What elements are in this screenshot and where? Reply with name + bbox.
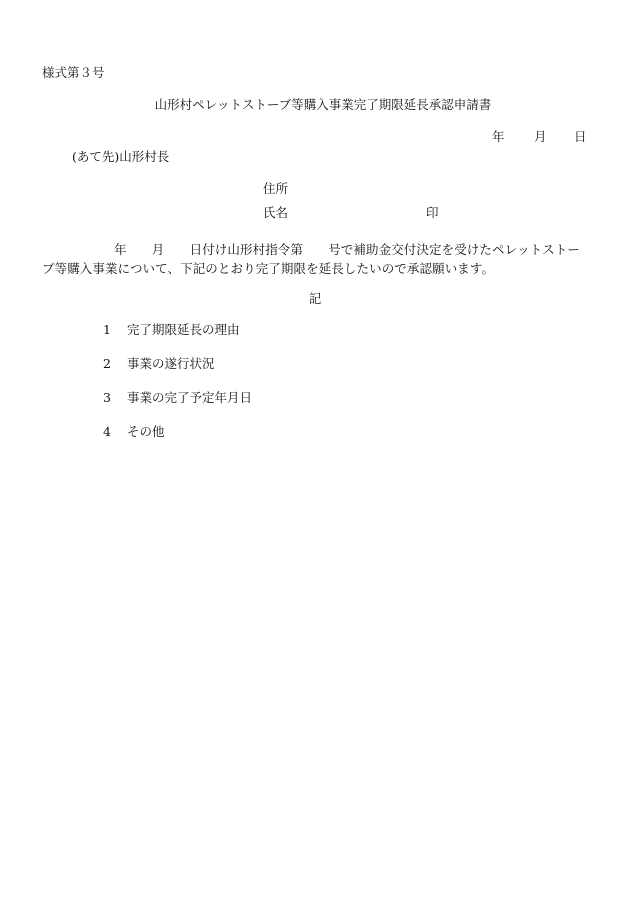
date-year: 年 [492, 129, 505, 144]
date-day: 日 [574, 129, 587, 144]
list-item [103, 321, 240, 339]
body-paragraph: 年 月 日付け山形村指令第 号で補助金交付決定を受けたペレットストーブ等購入事業について、下記のとおり完了期限を延長したいので承認願います。 [42, 242, 580, 276]
name-label: 氏名 [263, 205, 289, 220]
item-text: その他 [127, 424, 165, 439]
list-item [103, 389, 252, 407]
addressee: (あて先)山形村長 [72, 149, 170, 164]
item-number: 2 [103, 356, 111, 371]
item-text: 完了期限延長の理由 [127, 322, 240, 337]
item-number: 3 [103, 390, 111, 405]
seal-mark: 印 [426, 205, 439, 220]
item-number: 1 [103, 322, 111, 337]
date-month: 月 [534, 129, 547, 144]
ki-heading: 記 [308, 291, 322, 306]
list-item [103, 355, 215, 373]
date-line [492, 128, 587, 146]
document-title: 山形村ペレットストーブ等購入事業完了期限延長承認申請書 [154, 97, 492, 112]
address-label: 住所 [263, 181, 289, 196]
item-text: 事業の完了予定年月日 [127, 390, 253, 405]
item-number: 4 [103, 424, 111, 439]
form-number: 様式第３号 [42, 65, 105, 80]
list-item [103, 423, 165, 441]
item-text: 事業の遂行状況 [127, 356, 215, 371]
